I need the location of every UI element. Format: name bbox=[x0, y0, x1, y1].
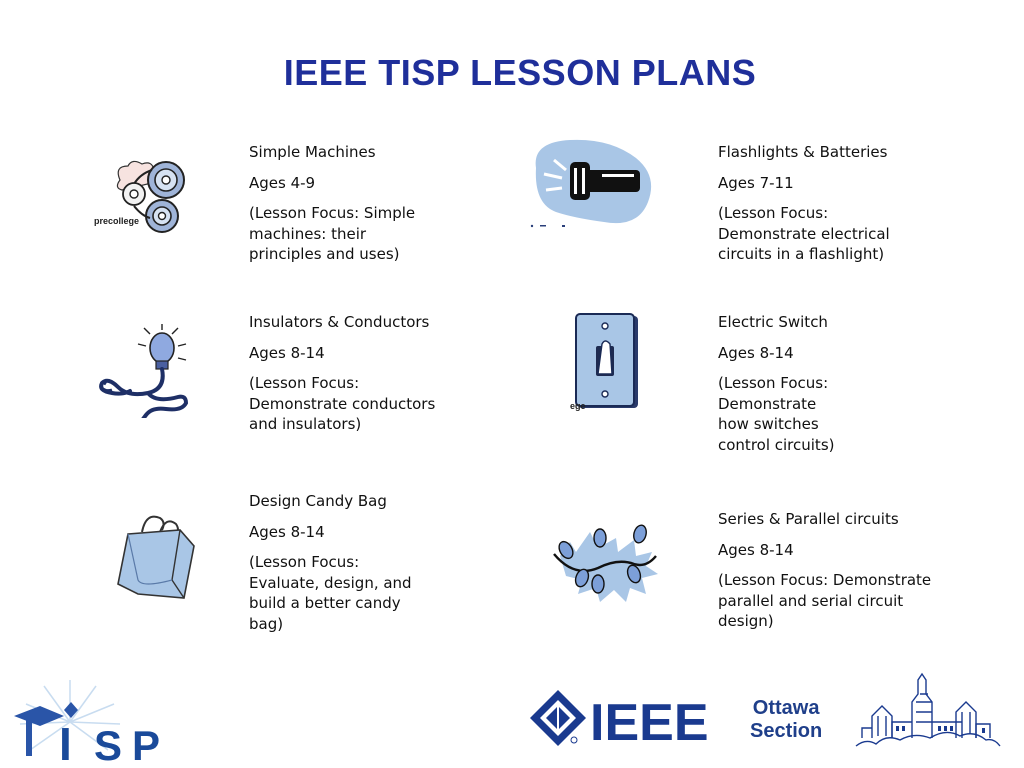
ieee-logo bbox=[528, 688, 728, 750]
flashlight-icon bbox=[528, 138, 658, 232]
tisp-logo-text: I bbox=[59, 718, 72, 764]
lesson-ages: Ages 8-14 bbox=[718, 540, 794, 559]
light-switch-icon bbox=[574, 312, 642, 412]
lesson-name: Design Candy Bag bbox=[249, 492, 387, 510]
lesson-series-parallel bbox=[718, 509, 931, 642]
lesson-focus: (Lesson Focus: Demonstrate electrical circuits in a flashlight) bbox=[718, 204, 890, 263]
lesson-focus: (Lesson Focus: Evaluate, design, and build a better candy bag) bbox=[249, 553, 412, 633]
lesson-name: Flashlights & Batteries bbox=[718, 143, 888, 161]
gears-icon-caption: precollege bbox=[94, 216, 140, 226]
lesson-ages: Ages 8-14 bbox=[249, 522, 325, 541]
lesson-ages: Ages 4-9 bbox=[249, 173, 316, 192]
ieee-logo-text: IEEE bbox=[590, 694, 709, 750]
parliament-building-icon bbox=[852, 672, 1002, 748]
lesson-focus: (Lesson Focus: Demonstrate how switches control circuits) bbox=[718, 374, 835, 454]
lesson-ages: Ages 8-14 bbox=[249, 343, 325, 362]
lesson-focus: (Lesson Focus: Simple machines: their principles and uses) bbox=[249, 204, 416, 263]
section-line-2: Section bbox=[750, 720, 823, 742]
lesson-name: Simple Machines bbox=[249, 143, 376, 161]
lesson-name: Insulators & Conductors bbox=[249, 313, 430, 331]
lesson-focus: (Lesson Focus: Demonstrate parallel and serial circuit design) bbox=[718, 571, 932, 630]
lesson-ages: Ages 8-14 bbox=[718, 343, 794, 362]
lesson-name: Series & Parallel circuits bbox=[718, 510, 899, 528]
lesson-name: Electric Switch bbox=[718, 313, 828, 331]
lesson-flashlights-batteries bbox=[718, 142, 890, 275]
section-line-1: Ottawa bbox=[752, 697, 820, 719]
lesson-insulators-conductors bbox=[249, 312, 435, 445]
paper-bag-icon bbox=[112, 514, 196, 602]
light-switch-icon-caption: ege bbox=[570, 401, 586, 411]
lesson-ages: Ages 7-11 bbox=[718, 173, 794, 192]
lesson-simple-machines bbox=[249, 142, 415, 275]
ottawa-section-label bbox=[750, 697, 822, 743]
lesson-design-candy-bag bbox=[249, 491, 412, 644]
svg-text:SP: SP bbox=[94, 722, 171, 764]
page-title: IEEE TISP LESSON PLANS bbox=[283, 52, 757, 93]
lesson-focus: (Lesson Focus: Demonstrate conductors and insulators) bbox=[249, 374, 436, 433]
string-lights-icon bbox=[552, 516, 658, 602]
tisp-logo bbox=[4, 680, 174, 764]
light-bulb-icon bbox=[98, 324, 190, 418]
lesson-electric-switch bbox=[718, 312, 834, 465]
